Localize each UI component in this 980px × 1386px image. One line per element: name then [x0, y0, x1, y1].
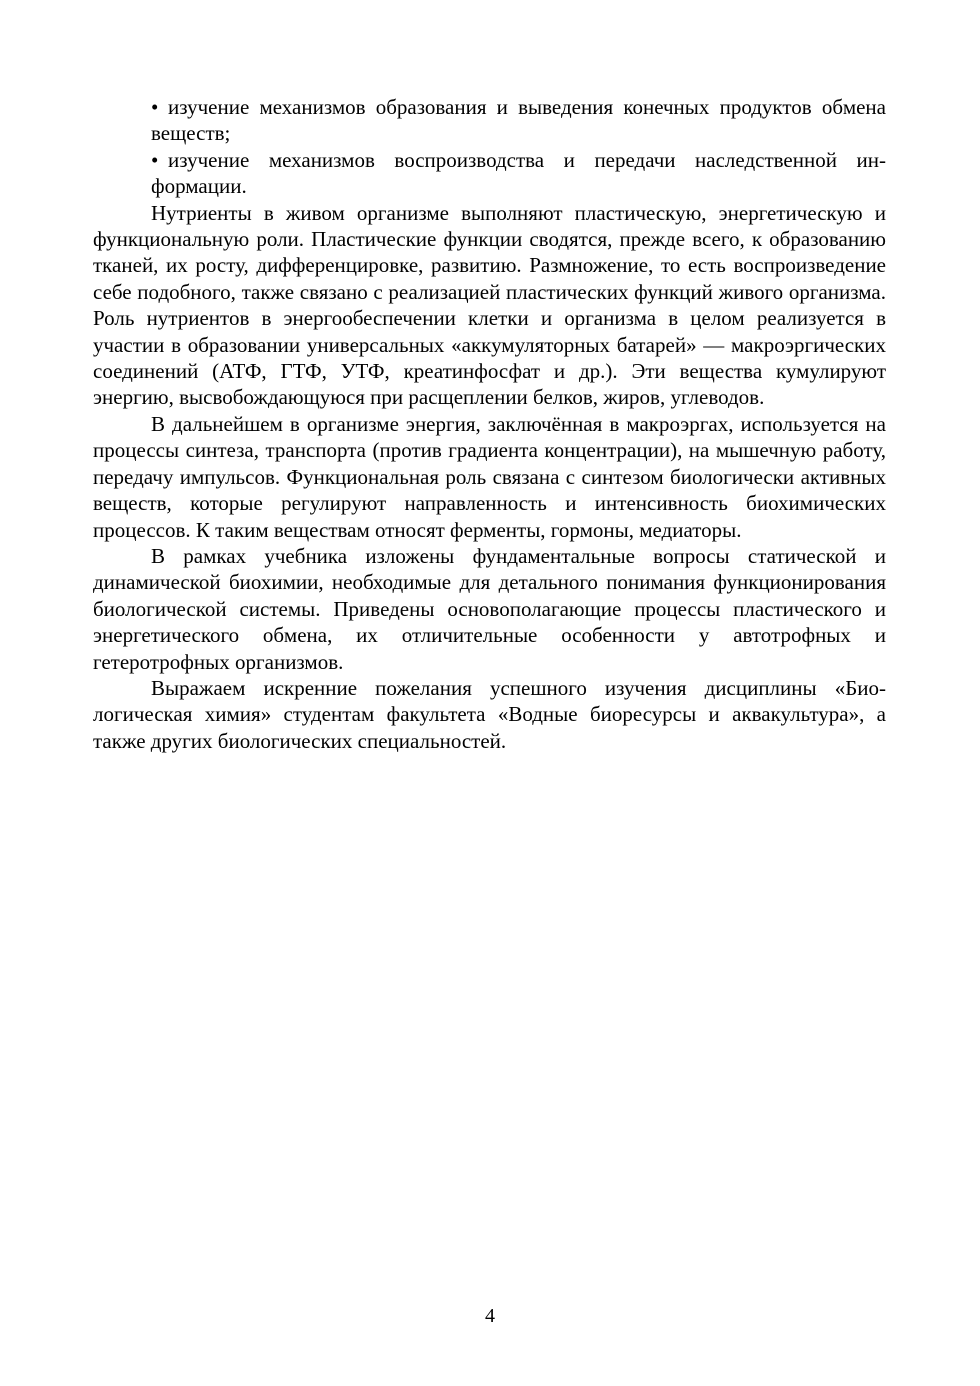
paragraph-textbook-scope: В рамках учебника изложены фундаментальные вопросы статической и динамической биохимии, необходимые для детального понимания функционирования биологической системы. Приведены основополагающие процессы пластического и энергетического обмена, их отличительные особенности у автотрофных и гетеротрофных организмов. [93, 543, 886, 674]
paragraph-energy-use: В дальнейшем в организме энергия, заключённая в макроэргах, используется на процессы синтеза, транспорта (против градиента концентрации), на мышечную работу, передачу импульсов. Функциональная роль связана с синтезом биологически активных веществ, которые регулируют направленность и интенсивность биохимических процессов. К таким веществам относят ферменты, гормоны, медиаторы. [93, 411, 886, 542]
bullet-marker: • [151, 95, 159, 119]
bullet-text: изучение механизмов образования и выведения конечных продуктов обмена веществ; [151, 95, 886, 146]
paragraph-nutrients-roles: Нутриенты в живом организме выполняют пластическую, энергетическую и функциональную роли. Пластические функции сводятся, прежде всего, к образованию тканей, их росту, дифференцировке, развитию. Размножение, то есть воспроизведение себе подобного, также связано с реализацией пластических функций живого организма. Роль нутриентов в энергообеспечении клетки и организма в целом реализуется в участии в образовании универсальных «аккумуляторных батарей» — макроэргических соединений (АТФ, ГТФ, УТФ, креатинфосфат и др.). Эти вещества кумулируют энергию, высвобождающуюся при расщеплении белков, жиров, углеводов. [93, 200, 886, 410]
page-body [93, 94, 886, 754]
bullet-marker: • [151, 147, 159, 172]
paragraph-wishes: Выражаем искренние пожелания успешного изучения дисциплины «Биологическая химия» студентам факультета «Водные биоресурсы и аквакультура», а также других биологических специальностей. [93, 675, 886, 753]
bullet-text: изучение механизмов воспроизводства и передачи наследственной информации. [151, 147, 886, 199]
page-number: 4 [485, 1305, 495, 1327]
bullet-item [93, 94, 886, 147]
bullet-item [93, 147, 886, 200]
